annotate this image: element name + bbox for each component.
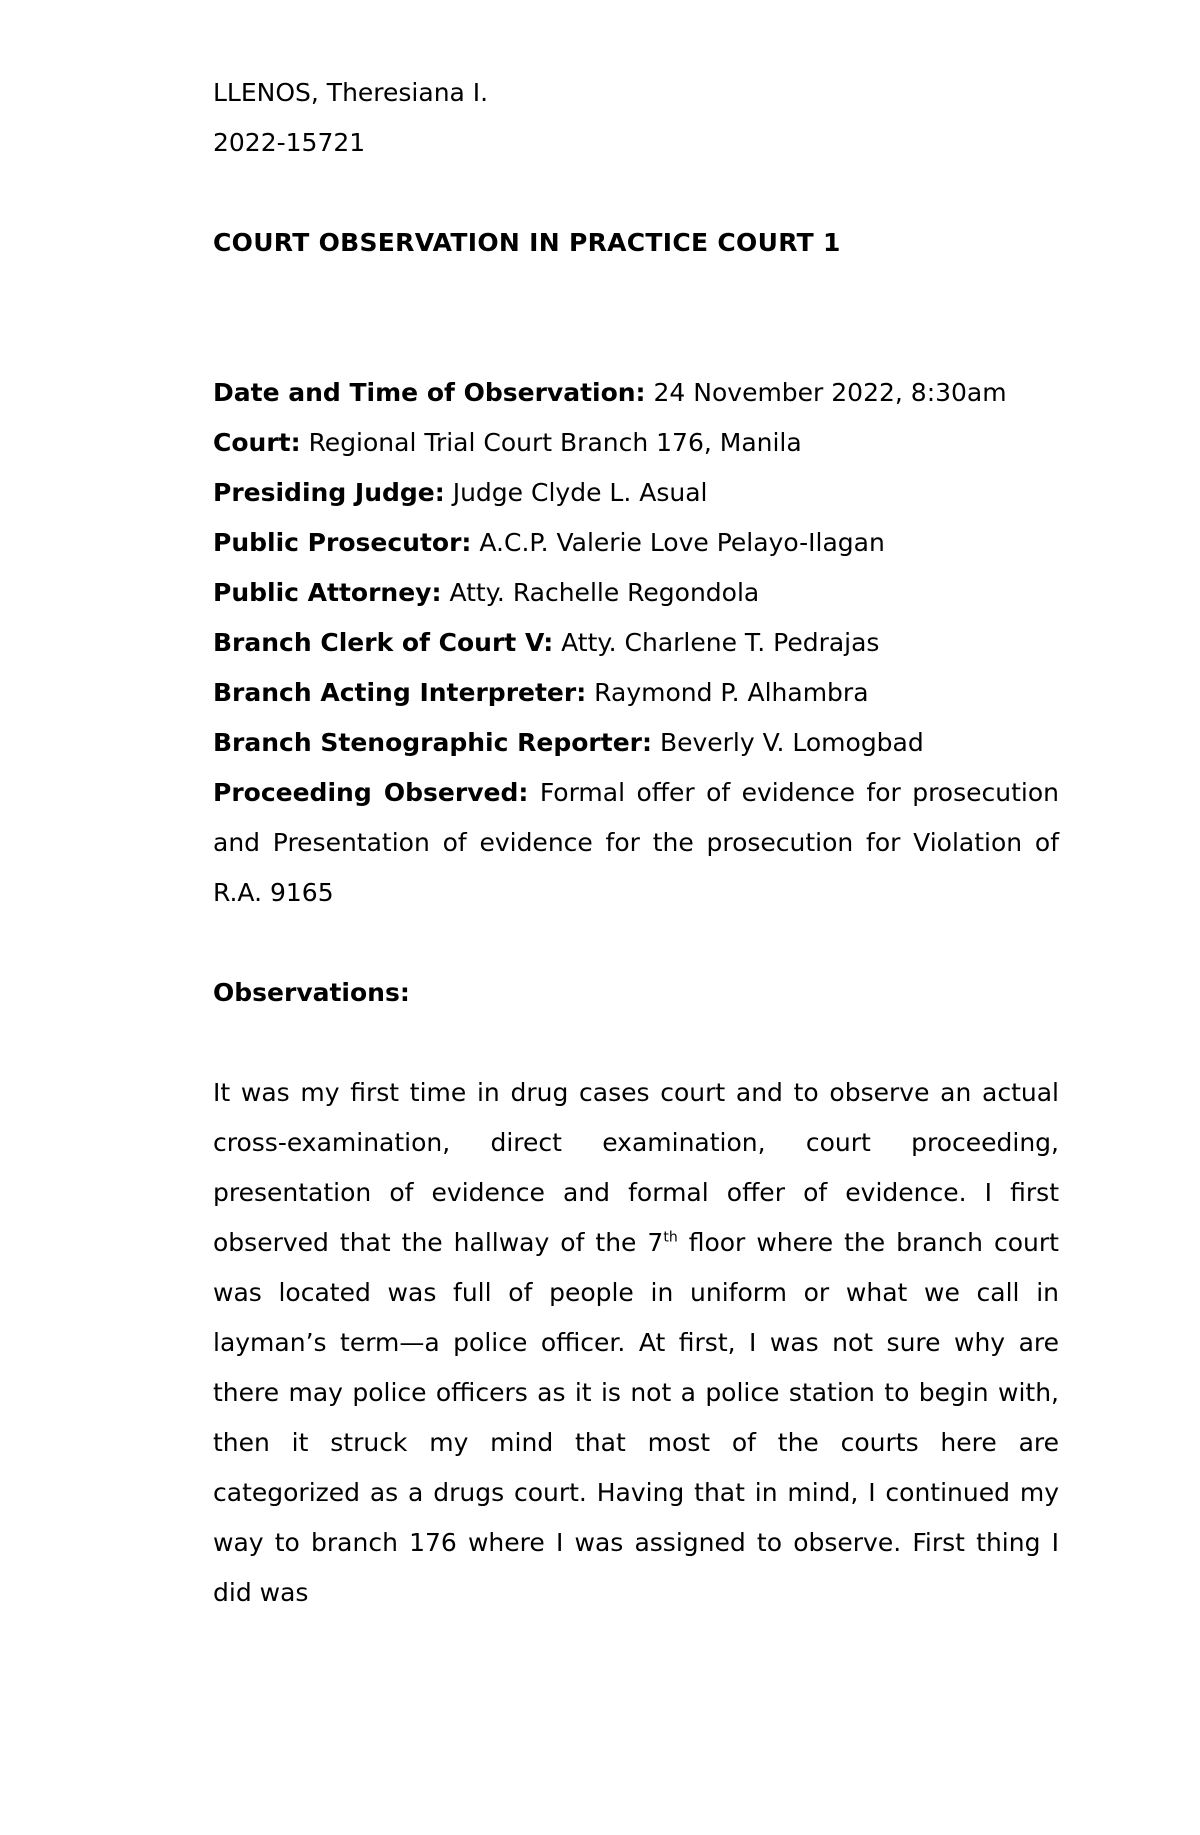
detail-prosecutor-value: A.C.P. Valerie Love Pelayo-Ilagan [479, 528, 885, 557]
detail-stenographer-value: Beverly V. Lomogbad [659, 728, 924, 757]
detail-clerk-value: Atty. Charlene T. Pedrajas [561, 628, 880, 657]
detail-court [213, 418, 1059, 468]
detail-proceeding-label: Proceeding Observed: [213, 778, 529, 807]
detail-date-value: 24 November 2022, 8:30am [653, 378, 1007, 407]
detail-date [213, 368, 1059, 418]
detail-stenographer-label: Branch Stenographic Reporter: [213, 728, 652, 757]
detail-interpreter [213, 668, 1059, 718]
detail-interpreter-label: Branch Acting Interpreter: [213, 678, 587, 707]
observations-paragraph [213, 1068, 1059, 1618]
detail-clerk [213, 618, 1059, 668]
spacer [213, 918, 1059, 968]
detail-proceeding-value: Formal offer of evidence for prosecution and Presentation of evidence for the prosecution for Violation of R.A. 9165 [213, 778, 1059, 907]
spacer [213, 1018, 1059, 1068]
detail-interpreter-value: Raymond P. Alhambra [594, 678, 869, 707]
author-name: LLENOS, Theresiana I. [213, 78, 489, 107]
spacer [213, 168, 1059, 218]
detail-stenographer [213, 718, 1059, 768]
detail-prosecutor [213, 518, 1059, 568]
detail-judge-value: Judge Clyde L. Asual [452, 478, 708, 507]
detail-attorney-label: Public Attorney: [213, 578, 442, 607]
detail-prosecutor-label: Public Prosecutor: [213, 528, 472, 557]
observations-text-part1: It was my first time in drug cases court and to observe an actual cross-examination, direct examination, court proceeding, presentation of evidence and formal offer of evidence. I first observed that the hallway of the 7 [213, 1078, 1059, 1257]
detail-clerk-label: Branch Clerk of Court V: [213, 628, 554, 657]
detail-attorney [213, 568, 1059, 618]
ordinal-suffix: th [663, 1229, 678, 1246]
detail-proceeding [213, 768, 1059, 918]
detail-attorney-value: Atty. Rachelle Regondola [449, 578, 760, 607]
detail-judge [213, 468, 1059, 518]
detail-judge-label: Presiding Judge: [213, 478, 445, 507]
observations-heading: Observations: [213, 978, 410, 1007]
detail-court-label: Court: [213, 428, 301, 457]
detail-court-value: Regional Trial Court Branch 176, Manila [308, 428, 802, 457]
student-id: 2022-15721 [213, 128, 366, 157]
document-title: COURT OBSERVATION IN PRACTICE COURT 1 [213, 228, 841, 257]
detail-date-label: Date and Time of Observation: [213, 378, 646, 407]
spacer [213, 268, 1059, 368]
document-page [213, 68, 1059, 1618]
observations-text-part2: floor where the branch court was located was full of people in uniform or what we call in layman’s term—a police officer. At first, I was not sure why are there may police officers as it is not a police station to begin with, then it struck my mind that most of the courts here are categorized as a drugs court. Having that in mind, I continued my way to branch 176 where I was assigned to observe. First thing I did was [213, 1228, 1059, 1607]
